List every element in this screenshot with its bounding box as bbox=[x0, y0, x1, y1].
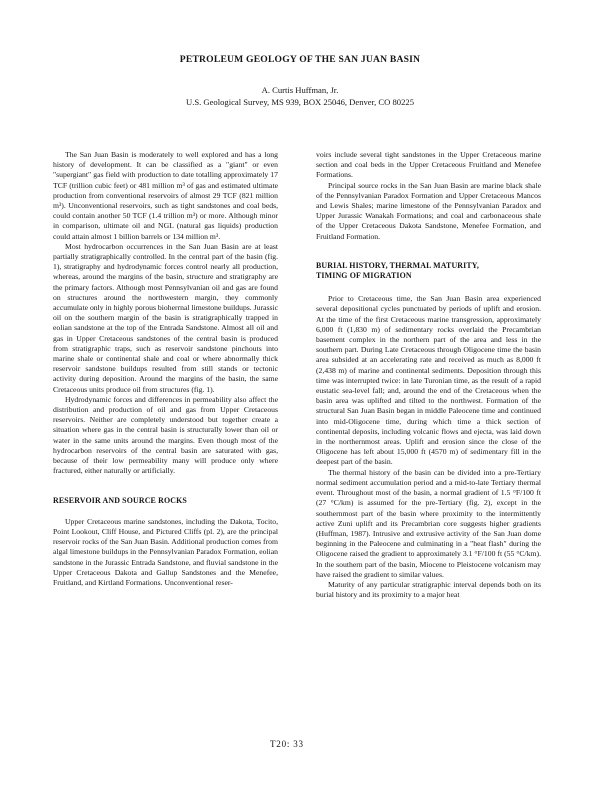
paragraph: Prior to Cretaceous time, the San Juan Basin area experienced several depositional cycles punctuated by periods of uplift and erosion. At the time of the first Cretaceous marine transgression, approximately 6,000 ft (1,830 m) of sedimentary rocks overlaid the Precambrian basement complex in the northern part of the area and less in the southern part. During Late Cretaceous through Oligocene time the basin area subsided at an accelerating rate and received as much as 8,000 ft (2,438 m) of marine and continental sediments. Deposition through this time was interrupted twice: in late Turonian time, as the result of a rapid eustatic sea-level fall; and, around the end of the Cretaceous when the basin area was uplifted and tilted to the northwest. Formation of the structural San Juan Basin began in middle Paleocene time and continued into mid-Oligocene time, during which time a thick section of continental deposits, including volcanic flows and ejecta, was laid down in the northernmost areas. Uplift and erosion since the close of the Oligocene has left about 15,000 ft (4570 m) of sedimentary fill in the deepest part of the basin. bbox=[316, 294, 541, 467]
author-affiliation: U.S. Geological Survey, MS 939, BOX 25046, Denver, CO 80225 bbox=[185, 97, 414, 107]
paragraph: The thermal history of the basin can be divided into a pre-Tertiary normal sediment accumulation period and a mid-to-late Tertiary thermal event. Throughout most of the basin, a normal gradient of 1.5 °F/100 ft (27 °C/km) is assumed for the pre-Tertiary (fig. 2), except in the southernmost part of the basin where proximity to the intermittently active Zuni uplift and its Precambrian core suggests higher gradients (Huffman, 1987). Intrusive and extrusive activity of the San Juan dome beginning in the Paleocene and culminating in a "heat flash" during the Oligocene raised the gradient to approximately 3.1 °F/100 ft (55 °C/km). In the southern part of the basin, Miocene to Pleistocene volcanism may have raised the gradient to similar values. bbox=[316, 467, 541, 579]
paragraph: Maturity of any particular stratigraphic interval depends both on its burial history and its proximity to a major heat bbox=[316, 579, 541, 600]
paragraph: Principal source rocks in the San Juan Basin are marine black shale of the Pennsylvanian Paradox Formation and Upper Cretaceous Mancos and Lewis Shales; marine limestone of the Pennsylvanian Paradox and Upper Jurassic Wanakah Formations; and coal and carbonaceous shale of the Upper Cretaceous Dakota Sandstone, Menefee Formation, and Fruitland Formation. bbox=[316, 180, 541, 241]
left-column bbox=[53, 150, 278, 588]
paper-title: PETROLEUM GEOLOGY OF THE SAN JUAN BASIN bbox=[179, 54, 421, 65]
paragraph: Upper Cretaceous marine sandstones, including the Dakota, Tocito, Point Lookout, Cliff House, and Pictured Cliffs (pl. 2), are the principal reservoir rocks of the San Juan Basin. Additional production comes from algal limestone buildups in the Pennsylvanian Paradox Formation, eolian sandstone in the Jurassic Entrada Sandstone, and fluvial sandstone in the Upper Cretaceous Dakota and Gallup Sandstones and the Menefee, Fruitland, and Kirtland Formations. Unconventional reser- bbox=[53, 516, 278, 587]
section-heading-reservoir: RESERVOIR AND SOURCE ROCKS bbox=[53, 495, 187, 505]
paragraph: The San Juan Basin is moderately to well explored and has a long history of development. It can be classified as a "giant" or even "supergiant" gas field with production to date totalling approximately 17 TCF (trillion cubic feet) or 481 million m³ of gas and estimated ultimate production from conventional reservoirs of almost 29 TCF (821 million m³). Unconventional reservoirs, such as tight sandstones and coal beds, could contain another 50 TCF (1.4 trillion m³) or more. Although minor in comparison, ultimate oil and NGL (natural gas liquids) production could attain almost 1 billion barrels or 134 million m³. bbox=[53, 150, 278, 241]
section-heading-burial-line2: TIMING OF MIGRATION bbox=[316, 271, 412, 281]
paragraph: Hydrodynamic forces and differences in permeability also affect the distribution and production of oil and gas from Upper Cretaceous reservoirs. Neither are completely understood but together create a situation where gas in the central basin is structurally lower than oil or water in the same units around the margins. Even though most of the hydrocarbon reservoirs of the central basin are saturated with gas, because of their low permeability many will produce only where fractured, either naturally or artificially. bbox=[53, 394, 278, 476]
paragraph: voirs include several tight sandstones in the Upper Cretaceous marine section and coal beds in the Upper Cretaceous Fruitland and Menefee Formations. bbox=[316, 150, 541, 180]
right-column bbox=[316, 150, 541, 600]
page-number: T20: 33 bbox=[270, 739, 304, 749]
paragraph: Most hydrocarbon occurrences in the San Juan Basin are at least partially stratigraphically controlled. In the central part of the basin (fig. 1), stratigraphy and hydrodynamic forces control nearly all production, whereas, around the margins of the basin, structure and stratigraphy are the primary factors. Although most Pennsylvanian oil and gas are found on structures around the northwestern margin, they commonly accumulate only in highly porous bioherrnal limestone buildups. Jurassic oil on the southern margin of the basin is stratigraphically trapped in eolian sandstone at the top of the Entrada Sandstone. Almost all oil and gas in Upper Cretaceous sandstones of the central basin is produced from stratigraphic traps, such as reservoir sandstone pinchouts into marine shale or continental shale and coal or where abnormally thick reservoir sandstone buildups resulted from still stands or tectonic activity during deposition. Around the margins of the basin, the same Cretaceous units produce oil from structures (fig. 1). bbox=[53, 241, 278, 394]
author-name: A. Curtis Huffman, Jr. bbox=[261, 85, 339, 95]
section-heading-burial: BURIAL HISTORY, THERMAL MATURITY, bbox=[316, 260, 480, 270]
